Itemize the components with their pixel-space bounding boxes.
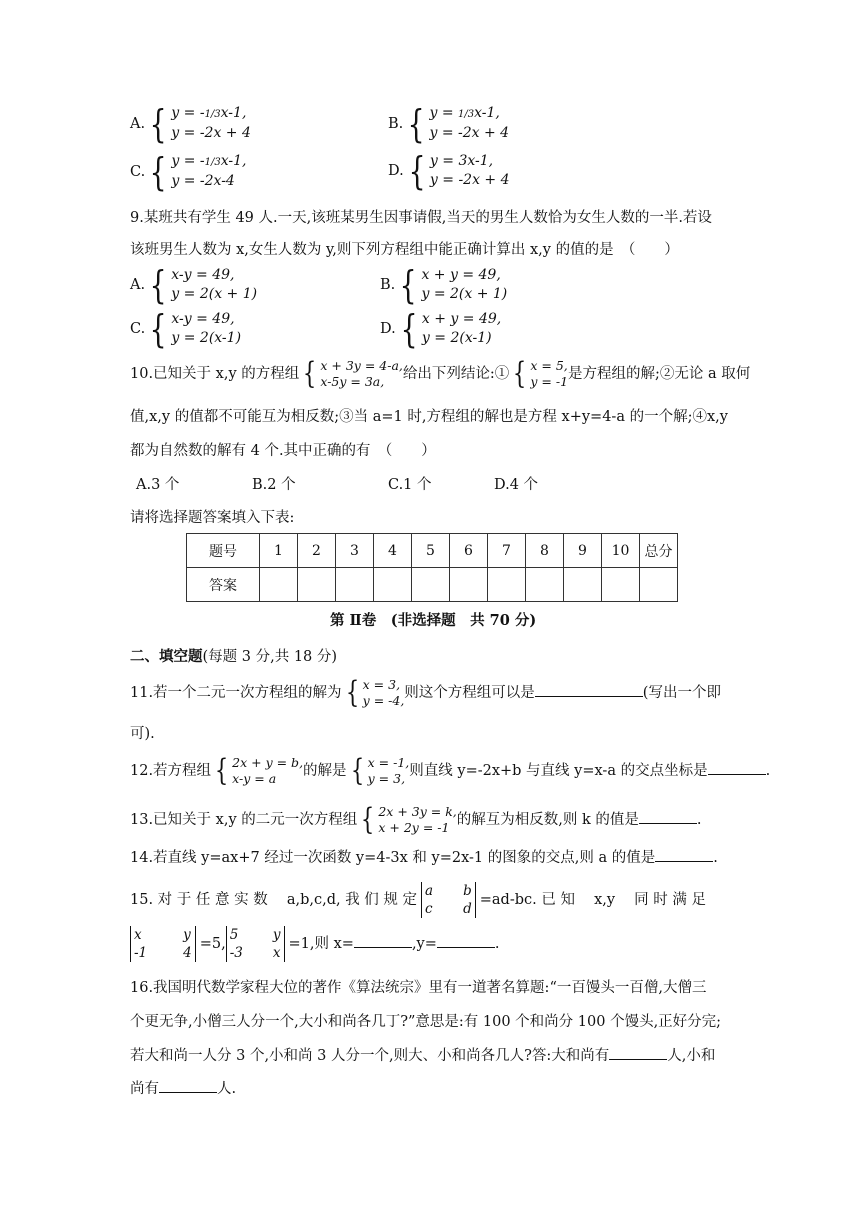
q16-text-line3: 若大和尚一人分 3 个,小和尚 3 人分一个,则大、小和尚各几人?答:大和尚有 人,小和 xyxy=(130,1044,715,1065)
q10-option-b: B.2 个 xyxy=(252,477,296,493)
answer-blank[interactable] xyxy=(609,1045,667,1060)
q8-option-d: D. { y = 3x-1, y = -2x + 4 xyxy=(388,149,510,193)
part-heading: 二、填空题(每题 3 分,共 18 分) xyxy=(130,648,338,665)
table-header-cell: 8 xyxy=(526,534,564,568)
q11-text: 11.若一个二元一次方程组的解为 { x = 3, y = -4, 则这个方程组可以是 (写出一个即 xyxy=(130,675,721,710)
table-header-cell: 总分 xyxy=(640,534,678,568)
section-title: 第 Ⅱ卷 (非选择题 共 70 分) xyxy=(330,612,537,629)
answer-blank[interactable] xyxy=(639,809,697,824)
answer-cell[interactable] xyxy=(298,568,336,602)
table-header-cell: 10 xyxy=(602,534,640,568)
answer-cell[interactable] xyxy=(488,568,526,602)
table-header-cell: 3 xyxy=(336,534,374,568)
q9-text-line1: 9.某班共有学生 49 人.一天,该班某男生因事请假,当天的男生人数恰为女生人数的一半.若设 xyxy=(130,210,712,226)
table-cell: 答案 xyxy=(187,568,260,602)
q9-option-d: D. { x + y = 49, y = 2(x-1) xyxy=(380,307,502,351)
answer-blank[interactable] xyxy=(159,1078,217,1093)
q9-option-a: A. { x-y = 49, y = 2(x + 1) xyxy=(130,263,258,307)
q10-text-line2: 值,x,y 的值都不可能互为相反数;③当 a=1 时,方程组的解也是方程 x+y=4-a 的一个解;④x,y xyxy=(130,409,728,425)
q10-option-a: A.3 个 xyxy=(136,477,180,493)
q10-option-c: C.1 个 xyxy=(388,477,432,493)
q9-text-line2: 该班男生人数为 x,女生人数为 y,则下列方程组中能正确计算出 x,y 的值的是 （ ） xyxy=(130,242,679,258)
table-header-cell: 6 xyxy=(450,534,488,568)
answer-cell[interactable] xyxy=(374,568,412,602)
answer-cell[interactable] xyxy=(412,568,450,602)
determinant: x -1 y 4 xyxy=(130,926,196,962)
answer-cell[interactable] xyxy=(526,568,564,602)
table-header-cell: 7 xyxy=(488,534,526,568)
answer-blank[interactable] xyxy=(655,847,713,862)
table-row xyxy=(187,568,678,602)
answer-cell[interactable] xyxy=(260,568,298,602)
q15-text-line2: x -1 y 4 =5, 5 -3 y x =1,则 x= ,y= . xyxy=(130,926,500,962)
q8-option-c: C. { y = -1/3x-1, y = -2x-4 xyxy=(130,149,247,194)
table-header-cell: 9 xyxy=(564,534,602,568)
answer-blank[interactable] xyxy=(535,682,643,697)
table-row xyxy=(187,534,678,568)
q10-text-line3: 都为自然数的解有 4 个.其中正确的有 （ ） xyxy=(130,443,436,459)
table-header-cell: 题号 xyxy=(187,534,260,568)
answer-blank[interactable] xyxy=(708,760,766,775)
answer-cell[interactable] xyxy=(640,568,678,602)
q15-text-line1: 15. 对 于 任 意 实 数 a,b,c,d, 我 们 规 定 a c b d =ad-bc. 已 知 x,y 同 时 满 足 xyxy=(130,883,706,917)
q10-text-line1: 10.已知关于 x,y 的方程组 { x + 3y = 4-a, x-5y = 3a, 给出下列结论:① { x = 5, y = -1 是方程组的解;②无论 a 取何 xyxy=(130,356,751,391)
answer-blank-x[interactable] xyxy=(354,933,412,948)
table-header-cell: 5 xyxy=(412,534,450,568)
q9-option-b: B. { x + y = 49, y = 2(x + 1) xyxy=(380,263,508,307)
q8-option-a: A. { y = -1/3x-1, y = -2x + 4 xyxy=(130,101,251,146)
table-header-cell: 4 xyxy=(374,534,412,568)
q16-text-line1: 16.我国明代数学家程大位的著作《算法统宗》里有一道著名算题:“一百馒头一百僧,大僧三 xyxy=(130,980,707,996)
q8-option-b: B. { y = 1/3x-1, y = -2x + 4 xyxy=(388,101,510,146)
answer-cell[interactable] xyxy=(602,568,640,602)
q12-text: 12.若方程组 { 2x + y = b, x-y = a 的解是 { x = -1, y = 3, 则直线 y=-2x+b 与直线 y=x-a 的交点坐标是 . xyxy=(130,753,771,788)
answer-blank-y[interactable] xyxy=(437,933,495,948)
answer-cell[interactable] xyxy=(336,568,374,602)
determinant: 5 -3 y x xyxy=(226,926,285,962)
answer-cell[interactable] xyxy=(450,568,488,602)
table-instruction: 请将选择题答案填入下表: xyxy=(130,510,295,526)
q16-text-line2: 个更无争,小僧三人分一个,大小和尚各几丁?”意思是:有 100 个和尚分 100 个馒头,正好分完; xyxy=(130,1014,722,1030)
q16-text-line4: 尚有 人. xyxy=(130,1077,236,1098)
q9-option-c: C. { x-y = 49, y = 2(x-1) xyxy=(130,307,242,351)
table-header-cell: 2 xyxy=(298,534,336,568)
answer-table xyxy=(186,533,678,602)
q13-text: 13.已知关于 x,y 的二元一次方程组 { 2x + 3y = k, x + 2y = -1 的解互为相反数,则 k 的值是 . xyxy=(130,802,702,837)
q11-text-line2: 可). xyxy=(130,726,155,742)
q10-option-d: D.4 个 xyxy=(494,477,539,493)
table-header-cell: 1 xyxy=(260,534,298,568)
determinant: a c b d xyxy=(421,882,476,918)
q14-text: 14.若直线 y=ax+7 经过一次函数 y=4-3x 和 y=2x-1 的图象的交点,则 a 的值是 . xyxy=(130,846,718,867)
answer-cell[interactable] xyxy=(564,568,602,602)
